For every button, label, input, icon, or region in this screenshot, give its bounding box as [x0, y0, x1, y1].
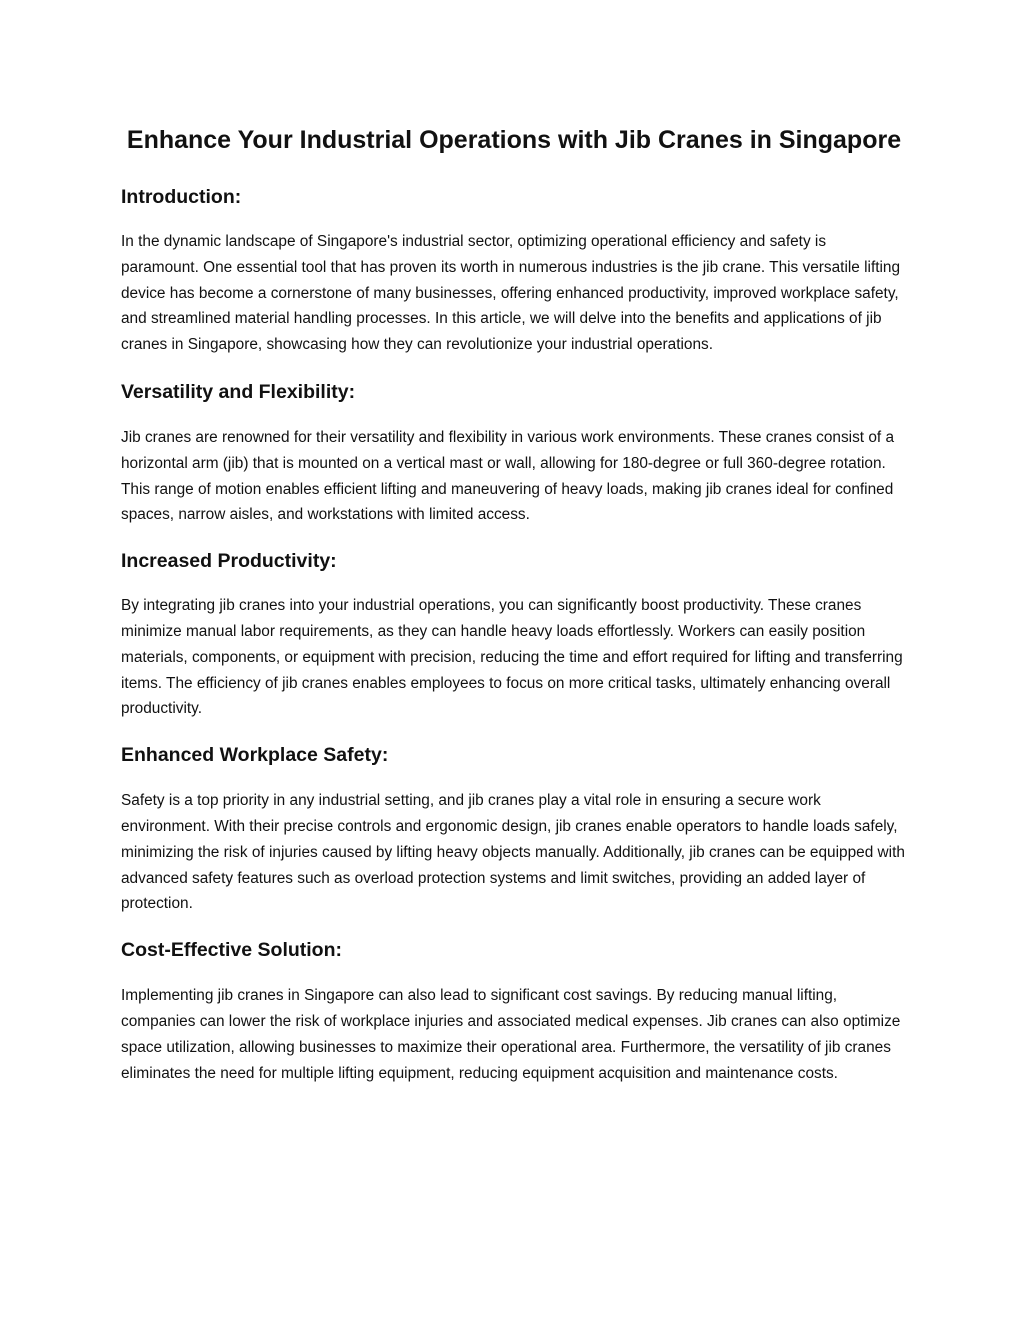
- section-heading-introduction: Introduction:: [121, 186, 242, 208]
- section-body-introduction: In the dynamic landscape of Singapore's industrial sector, optimizing operational efficiency and safety is paramount. One essential tool that has proven its worth in numerous industries is the jib crane. This versatile lifting device has become a cornerstone of many businesses, offering enhanced productivity, improved workplace safety, and streamlined material handling processes. In this article, we will delve into the benefits and applications of jib cranes in Singapore, showcasing how they can revolutionize your industrial operations.: [121, 233, 901, 354]
- section-heading-safety: Enhanced Workplace Safety:: [121, 744, 389, 767]
- section-heading-productivity: Increased Productivity:: [121, 550, 337, 573]
- document-page: [121, 118, 907, 1086]
- section-body-safety: Safety is a top priority in any industrial setting, and jib cranes play a vital role in ensuring a secure work environment. With their precise controls and ergonomic design, jib cranes enable operators to handle loads safely, minimizing the risk of injuries caused by lifting heavy objects manually. Additionally, jib cranes can be equipped with advanced safety features such as overload protection systems and limit switches, providing an added layer of protection.: [121, 792, 905, 913]
- section-body-versatility: Jib cranes are renowned for their versatility and flexibility in various work environments. These cranes consist of a horizontal arm (jib) that is mounted on a vertical mast or wall, allowing for 180-degree or full 360-degree rotation. This range of motion enables efficient lifting and maneuvering of heavy loads, making jib cranes ideal for confined spaces, narrow aisles, and workstations with limited access.: [121, 428, 895, 524]
- section-body-productivity: By integrating jib cranes into your industrial operations, you can significantly boost productivity. These cranes minimize manual labor requirements, as they can handle heavy loads effortlessly. Workers can easily position materials, components, or equipment with precision, reducing the time and effort required for lifting and transferring items. The efficiency of jib cranes enables employees to focus on more critical tasks, ultimately enhancing overall productivity.: [121, 597, 903, 718]
- document-title: Enhance Your Industrial Operations with Jib Cranes in Singapore: [126, 126, 902, 154]
- section-heading-versatility: Versatility and Flexibility:: [121, 380, 356, 403]
- section-heading-cost: Cost-Effective Solution:: [121, 939, 343, 962]
- section-body-cost: Implementing jib cranes in Singapore can also lead to significant cost savings. By reducing manual lifting, companies can lower the risk of workplace injuries and associated medical expenses. Jib cranes can also optimize space utilization, allowing businesses to maximize their operational area. Furthermore, the versatility of jib cranes eliminates the need for multiple lifting equipment, reducing equipment acquisition and maintenance costs.: [121, 987, 901, 1082]
